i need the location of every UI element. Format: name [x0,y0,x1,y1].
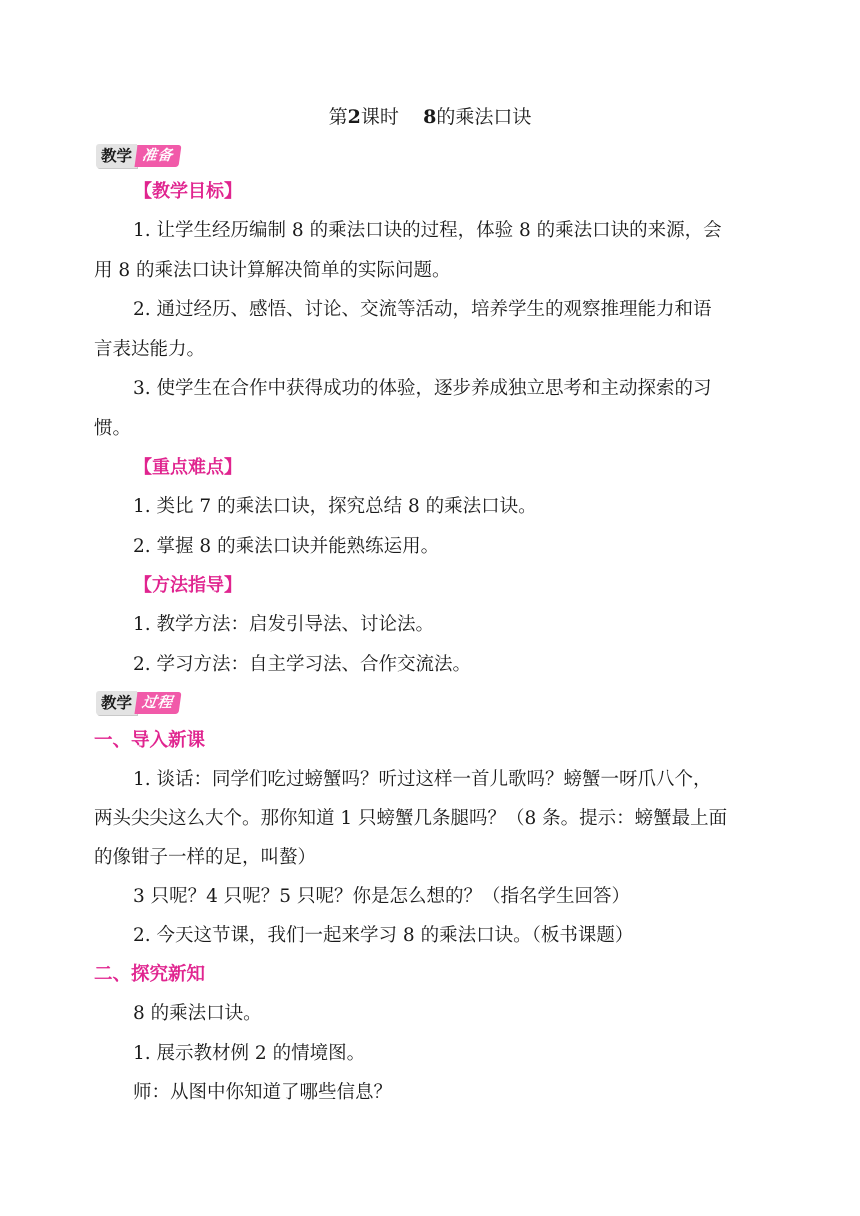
badge-main-label: 教学 [96,144,137,168]
paragraph-line: 1. 让学生经历编制 8 的乘法口诀的过程，体验 8 的乘法口诀的来源，会 [133,220,722,241]
title-prefix: 第 [328,106,348,128]
paragraph-line: 用 8 的乘法口诀计算解决简单的实际问题。 [94,260,451,281]
paragraph-line: 两头尖尖这么大个。那你知道 1 只螃蟹几条腿吗？（8 条。提示：螃蟹最上面 [94,808,728,829]
paragraph-line: 1. 谈话：同学们吃过螃蟹吗？听过这样一首儿歌吗？螃蟹一呀爪八个， [133,769,712,790]
goals-heading: 【教学目标】 [134,181,242,202]
title-topic: 的乘法口诀 [436,106,532,128]
keypoints-heading: 【重点难点】 [134,457,242,478]
paragraph-line: 3 只呢？4 只呢？5 只呢？你是怎么想的？（指名学生回答） [133,886,630,907]
paragraph-line: 3. 使学生在合作中获得成功的体验，逐步养成独立思考和主动探索的习 [133,378,712,399]
title-lesson-label: 课时 [360,106,399,128]
badge-tag-label: 过程 [134,692,181,714]
paragraph-line: 1. 展示教材例 2 的情境图。 [133,1043,366,1064]
paragraph-line: 的像钳子一样的足，叫螯） [94,847,317,868]
section-heading-intro: 一、导入新课 [94,730,206,751]
teaching-prep-badge [96,143,180,169]
paragraph-line: 2. 掌握 8 的乘法口诀并能熟练运用。 [133,536,440,557]
paragraph-line: 2. 通过经历、感悟、讨论、交流等活动，培养学生的观察推理能力和语 [133,299,712,320]
title-lesson-number: 2 [347,106,361,128]
paragraph-line: 2. 今天这节课，我们一起来学习 8 的乘法口诀。（板书课题） [133,925,634,946]
paragraph-line: 师：从图中你知道了哪些信息？ [133,1082,393,1103]
section-heading-explore: 二、探究新知 [94,964,206,985]
badge-main-label: 教学 [96,691,137,715]
methods-heading: 【方法指导】 [134,575,242,596]
paragraph-line: 1. 类比 7 的乘法口诀，探究总结 8 的乘法口诀。 [133,496,537,517]
paragraph-line: 惯。 [94,418,132,439]
page-title [0,104,860,130]
paragraph-line: 2. 学习方法：自主学习法、合作交流法。 [133,654,472,675]
paragraph-line: 1. 教学方法：启发引导法、讨论法。 [133,614,435,635]
paragraph-line: 8 的乘法口诀。 [133,1003,262,1024]
title-topic-number: 8 [423,106,437,128]
badge-tag-label: 准备 [134,145,181,167]
teaching-process-badge [96,690,180,716]
paragraph-line: 言表达能力。 [94,339,206,360]
